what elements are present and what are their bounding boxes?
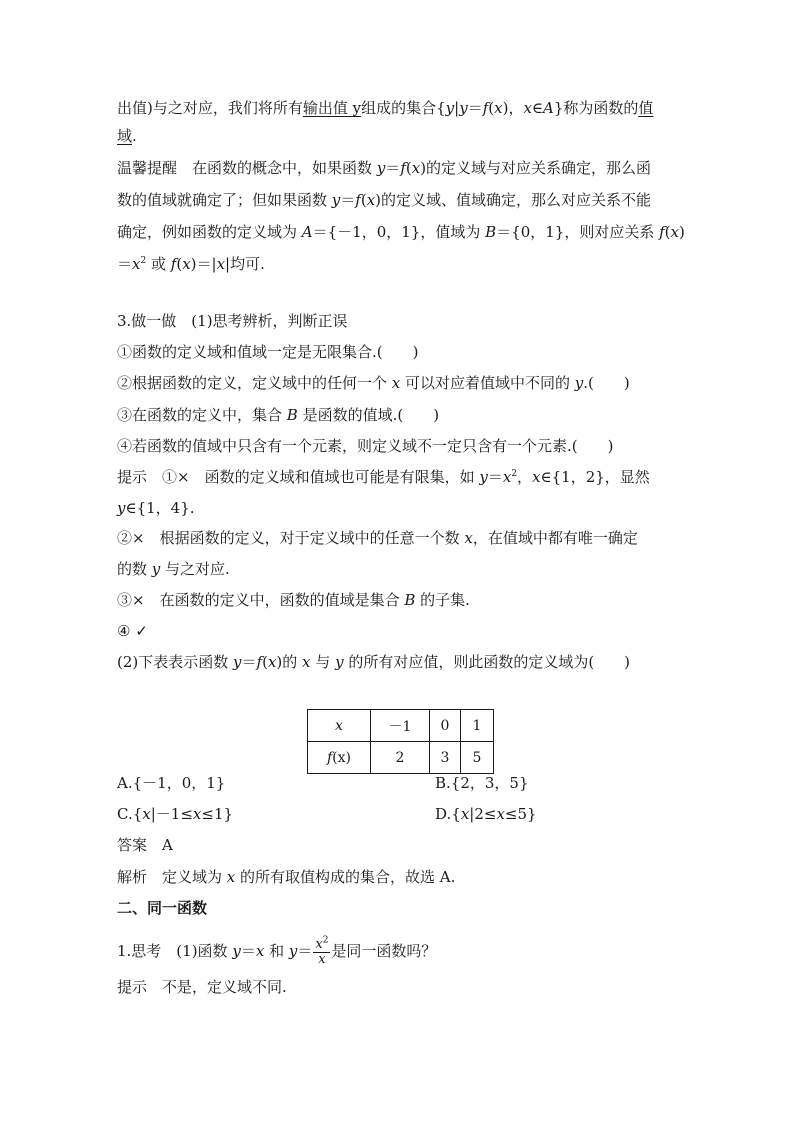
hint-1-line-1: 提示 ①× 函数的定义域和值域也可能是有限集，如 $y=x^2$，x∈{1，2}，显然 <box>117 468 650 486</box>
hint-final: 提示 不是，定义域不同. <box>117 978 287 996</box>
table-row <box>308 742 494 774</box>
section-2-heading: 二、同一函数 <box>117 899 208 917</box>
tip-line-4: $=x^2$ 或 f(x)＝|x|均可. <box>117 255 265 273</box>
table-cell: －1 <box>371 710 430 742</box>
table-cell: 5 <box>461 742 494 774</box>
hint-2-line-2: 的数 y 与之对应. <box>117 560 230 578</box>
underlined-term: 输出值 y <box>302 99 362 117</box>
table-cell: f(x) <box>308 742 371 774</box>
paragraph-range-line-2: 域. <box>117 127 137 145</box>
fraction-x2-over-x: $\frac{x^2}{x}$ <box>315 935 329 967</box>
table-row <box>308 710 494 742</box>
question-2: ②根据函数的定义，定义域中的任何一个 x 可以对应着值域中不同的 y.( ) <box>117 374 630 392</box>
tip-heading: 温馨提醒 <box>117 159 178 177</box>
text: 出值)与之对应，我们将所有 <box>117 99 303 117</box>
table-cell: 0 <box>430 710 461 742</box>
question-4: ④若函数的值域中只含有一个元素，则定义域不一定只含有一个元素.( ) <box>117 437 614 455</box>
tip-line-3: 确定，例如函数的定义域为 A＝{－1，0，1}，值域为 B＝{0，1}，则对应关系 f(x) <box>117 223 685 241</box>
table-cell: 3 <box>430 742 461 774</box>
question-3: ③在函数的定义中，集合 B 是函数的值域.( ) <box>117 406 440 424</box>
hint-4: ④ ✓ <box>117 622 148 640</box>
hint-1-line-2: y∈{1，4}. <box>117 499 195 517</box>
option-c: C.{x|－1≤x≤1} <box>117 805 234 823</box>
analysis: 解析 定义域为 x 的所有取值构成的集合，故选 A. <box>117 868 456 886</box>
tip-line-1: 温馨提醒 在函数的概念中，如果函数 y＝f(x)的定义域与对应关系确定，那么函 <box>117 159 652 177</box>
option-b: B.{2，3，5} <box>435 774 529 792</box>
paragraph-range-line-1: 出值)与之对应，我们将所有输出值 y组成的集合{y|y＝f(x)，x∈A}称为函数的值 <box>117 99 654 117</box>
think-question-1: 1.思考 (1)函数 y＝x 和 y＝ $\frac{x^2}{x}$ 是同一函数吗？ <box>117 935 437 967</box>
option-a: A.{－1，0，1} <box>117 774 226 792</box>
tip-line-2: 数的值域就确定了；但如果函数 y＝f(x)的定义域、值域确定，那么对应关系不能 <box>117 191 652 209</box>
question-5: (2)下表表示函数 y＝f(x)的 x 与 y 的所有对应值，则此函数的定义域为( ) <box>117 653 631 671</box>
option-d: D.{x|2≤x≤5} <box>435 805 537 823</box>
question-1: ①函数的定义域和值域一定是无限集合.( ) <box>117 343 419 361</box>
hint-3: ③× 在函数的定义中，函数的值域是集合 B 的子集. <box>117 591 470 609</box>
hint-2-line-1: ②× 根据函数的定义，对于定义域中的任意一个数 x，在值域中都有唯一确定 <box>117 529 638 547</box>
table-cell: 1 <box>461 710 494 742</box>
answer: 答案 A <box>117 836 173 854</box>
table-cell: x <box>308 710 371 742</box>
table-cell: 2 <box>371 742 430 774</box>
section-3-title: 3.做一做 (1)思考辨析，判断正误 <box>117 312 348 330</box>
value-table <box>307 709 494 774</box>
